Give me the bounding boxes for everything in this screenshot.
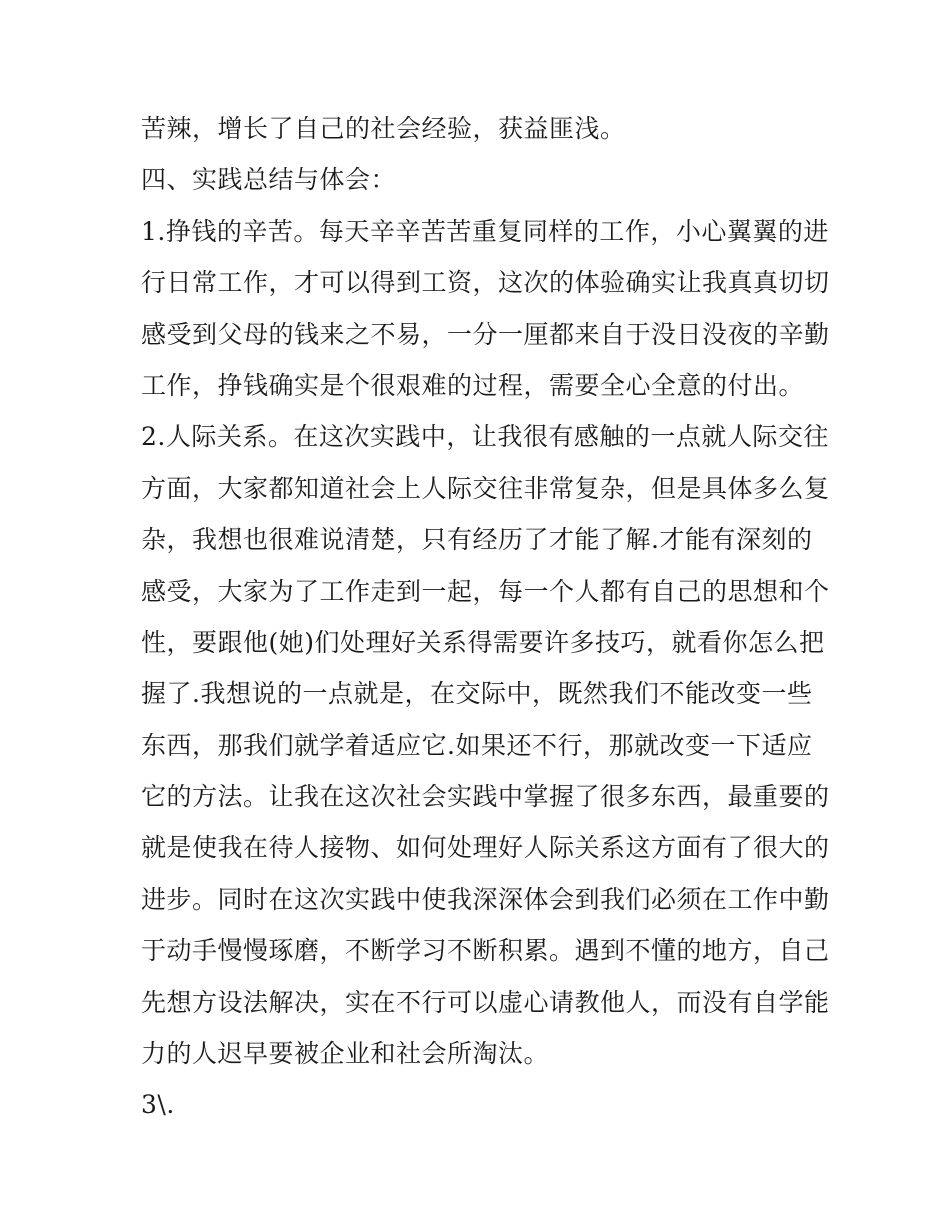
text-line: 进步。同时在这次实践中使我深深体会到我们必须在工作中勤 — [141, 884, 830, 914]
text-line: 3\. — [141, 1090, 175, 1120]
text-line: 先想方设法解决，实在不行可以虚心请教他人，而没有自学能 — [141, 987, 830, 1017]
text-line: 2.人际关系。在这次实践中，让我很有感触的一点就人际交往 — [141, 422, 829, 452]
text-line: 性，要跟他(她)们处理好关系得需要许多技巧，就看你怎么把 — [141, 627, 825, 657]
text-line: 它的方法。让我在这次社会实践中掌握了很多东西，最重要的 — [141, 782, 830, 812]
text-line: 感受，大家为了工作走到一起，每一个人都有自己的思想和个 — [141, 576, 830, 606]
text-line: 杂，我想也很难说清楚，只有经历了才能了解.才能有深刻的 — [141, 525, 813, 555]
text-line: 1.挣钱的辛苦。每天辛辛苦苦重复同样的工作，小心翼翼的进 — [141, 216, 829, 246]
text-line: 方面，大家都知道社会上人际交往非常复杂，但是具体多么复 — [141, 473, 830, 503]
text-line: 东西，那我们就学着适应它.如果还不行，那就改变一下适应 — [141, 730, 813, 760]
text-line: 行日常工作，才可以得到工资，这次的体验确实让我真真切切 — [141, 268, 830, 298]
section-heading: 四、实践总结与体会： — [141, 165, 397, 195]
text-line: 力的人迟早要被企业和社会所淘汰。 — [141, 1039, 550, 1069]
text-line: 就是使我在待人接物、如何处理好人际关系这方面有了很大的 — [141, 833, 830, 863]
text-line: 工作，挣钱确实是个很艰难的过程，需要全心全意的付出。 — [141, 370, 805, 400]
text-line: 握了.我想说的一点就是，在交际中，既然我们不能改变一些 — [141, 679, 813, 709]
text-line: 于动手慢慢琢磨，不断学习不断积累。遇到不懂的地方，自己 — [141, 936, 830, 966]
document-body — [141, 107, 830, 1127]
text-line: 感受到父母的钱来之不易，一分一厘都来自于没日没夜的辛勤 — [141, 319, 830, 349]
text-line: 苦辣，增长了自己的社会经验，获益匪浅。 — [141, 114, 626, 143]
